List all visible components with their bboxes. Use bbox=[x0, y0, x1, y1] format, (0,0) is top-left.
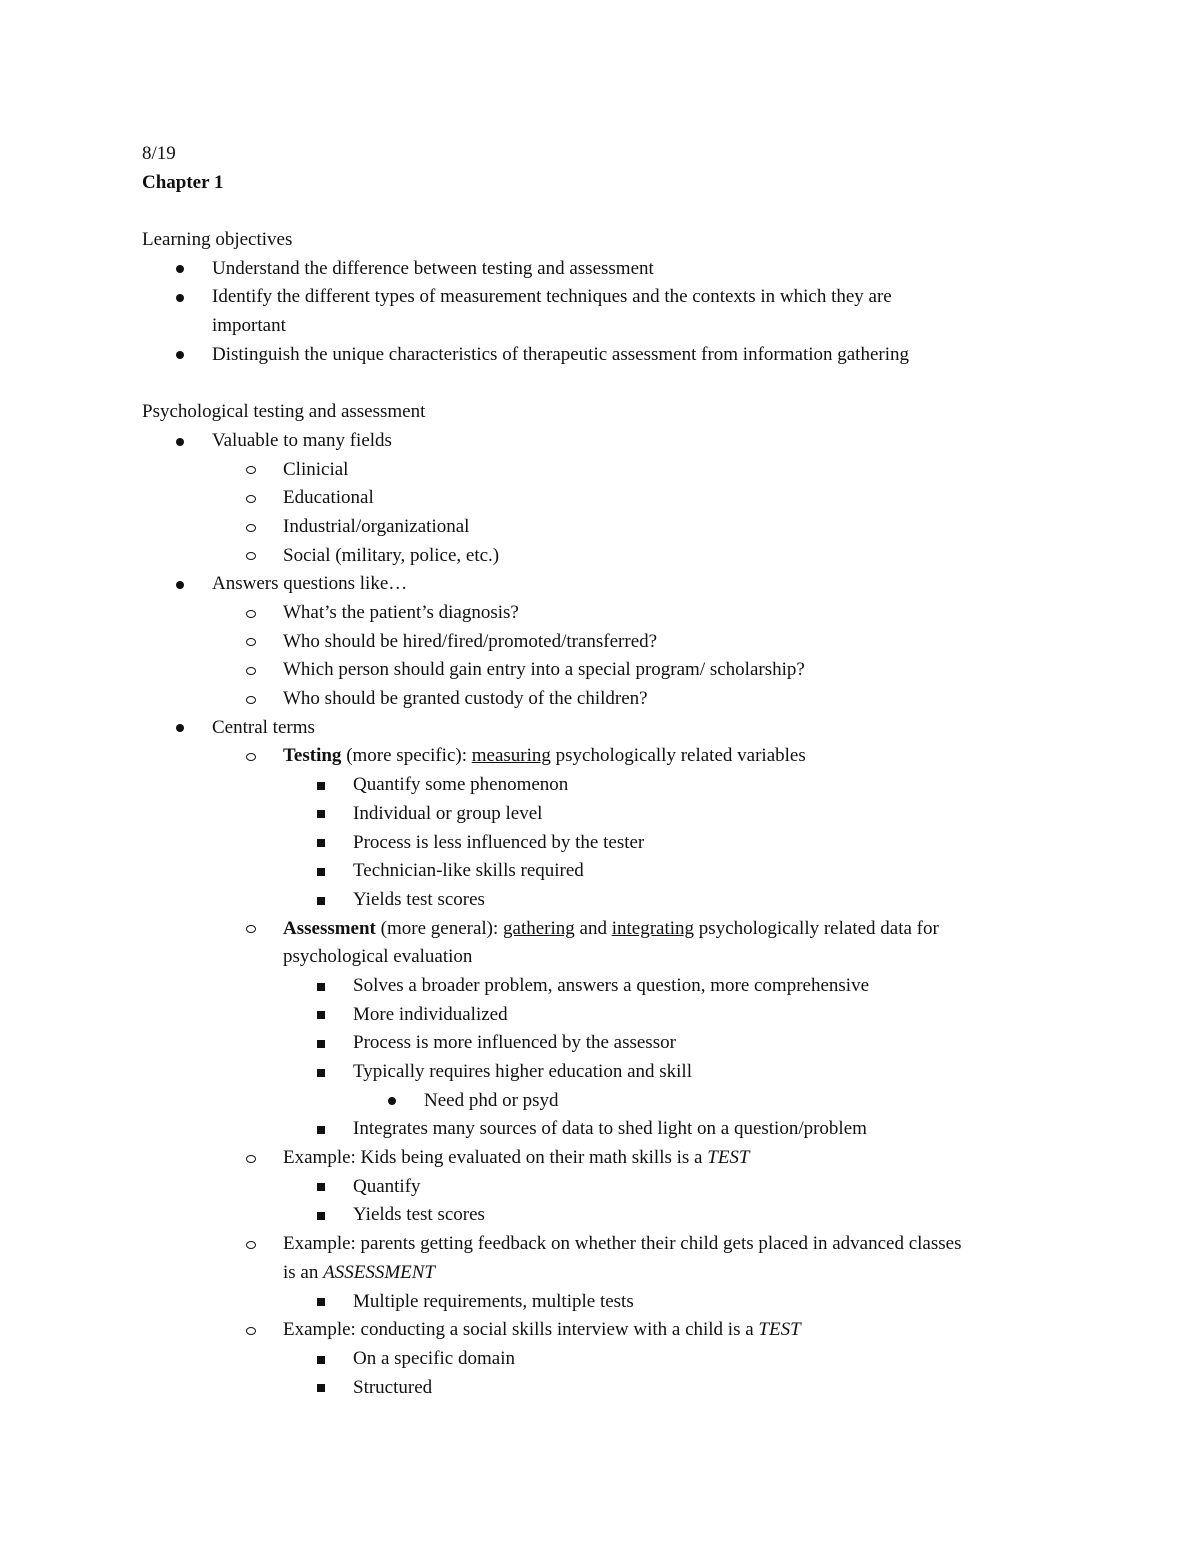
example-item: Example: parents getting feedback on whether their child gets placed in advanced classes bbox=[142, 1230, 1062, 1259]
chapter-title: Chapter 1 bbox=[142, 171, 224, 193]
list-item: Yields test scores bbox=[142, 886, 1062, 915]
assessment-definition: Assessment (more general): gathering and integrating psychologically related data for bbox=[142, 915, 1062, 944]
list-item: Individual or group level bbox=[142, 800, 1062, 829]
list-item: Quantify some phenomenon bbox=[142, 771, 1062, 800]
list-item: Clinicial bbox=[142, 456, 1062, 485]
square-bullet-icon bbox=[313, 1058, 329, 1087]
filled-bullet-icon bbox=[172, 255, 188, 284]
list-item: More individualized bbox=[142, 1001, 1062, 1030]
hollow-bullet-icon bbox=[243, 628, 259, 657]
hollow-bullet-icon bbox=[243, 484, 259, 513]
hollow-bullet-icon bbox=[243, 1316, 259, 1345]
list-item: Valuable to many fields bbox=[142, 427, 1062, 456]
objectives-heading: Learning objectives bbox=[142, 229, 293, 251]
square-bullet-icon bbox=[313, 1001, 329, 1030]
list-item: Answers questions like… bbox=[142, 570, 1062, 599]
filled-bullet-icon bbox=[172, 714, 188, 743]
list-item: Technician-like skills required bbox=[142, 857, 1062, 886]
example-item: Example: conducting a social skills interview with a child is a TEST bbox=[142, 1316, 1062, 1345]
hollow-bullet-icon bbox=[243, 742, 259, 771]
hollow-bullet-icon bbox=[243, 542, 259, 571]
list-item: Need phd or psyd bbox=[142, 1087, 1062, 1116]
list-item: Which person should gain entry into a special program/ scholarship? bbox=[142, 656, 1062, 685]
testing-definition: Testing (more specific): measuring psychologically related variables bbox=[142, 742, 1062, 771]
date: 8/19 bbox=[142, 143, 176, 164]
hollow-bullet-icon bbox=[243, 1144, 259, 1173]
square-bullet-icon bbox=[313, 800, 329, 829]
filled-bullet-icon bbox=[172, 570, 188, 599]
list-item: Understand the difference between testing and assessment bbox=[142, 255, 1062, 284]
date-line bbox=[142, 140, 1062, 169]
list-item-continuation: important bbox=[212, 315, 286, 337]
square-bullet-icon bbox=[313, 1173, 329, 1202]
square-bullet-icon bbox=[313, 886, 329, 915]
list-item: Identify the different types of measurement techniques and the contexts in which they are bbox=[142, 283, 1062, 312]
list-item: Process is less influenced by the tester bbox=[142, 829, 1062, 858]
filled-bullet-icon bbox=[172, 427, 188, 456]
list-item: Social (military, police, etc.) bbox=[142, 542, 1062, 571]
square-bullet-icon bbox=[313, 829, 329, 858]
list-item: Central terms bbox=[142, 714, 1062, 743]
filled-bullet-icon bbox=[384, 1087, 400, 1116]
list-item: Multiple requirements, multiple tests bbox=[142, 1288, 1062, 1317]
filled-bullet-icon bbox=[172, 283, 188, 312]
list-item: Structured bbox=[142, 1374, 1062, 1403]
list-item: Typically requires higher education and skill bbox=[142, 1058, 1062, 1087]
hollow-bullet-icon bbox=[243, 656, 259, 685]
list-item: Industrial/organizational bbox=[142, 513, 1062, 542]
list-item: Process is more influenced by the assessor bbox=[142, 1029, 1062, 1058]
hollow-bullet-icon bbox=[243, 456, 259, 485]
hollow-bullet-icon bbox=[243, 513, 259, 542]
square-bullet-icon bbox=[313, 1374, 329, 1403]
list-item-continuation: is an ASSESSMENT bbox=[283, 1261, 435, 1283]
list-item: Yields test scores bbox=[142, 1201, 1062, 1230]
hollow-bullet-icon bbox=[243, 685, 259, 714]
list-item: Solves a broader problem, answers a question, more comprehensive bbox=[142, 972, 1062, 1001]
square-bullet-icon bbox=[313, 857, 329, 886]
section-heading: Psychological testing and assessment bbox=[142, 401, 426, 423]
hollow-bullet-icon bbox=[243, 915, 259, 944]
square-bullet-icon bbox=[313, 972, 329, 1001]
hollow-bullet-icon bbox=[243, 1230, 259, 1259]
list-item: Who should be granted custody of the children? bbox=[142, 685, 1062, 714]
list-item-continuation: psychological evaluation bbox=[283, 946, 473, 968]
list-item: On a specific domain bbox=[142, 1345, 1062, 1374]
square-bullet-icon bbox=[313, 1115, 329, 1144]
square-bullet-icon bbox=[313, 1029, 329, 1058]
list-item: Educational bbox=[142, 484, 1062, 513]
hollow-bullet-icon bbox=[243, 599, 259, 628]
list-item: Quantify bbox=[142, 1173, 1062, 1202]
square-bullet-icon bbox=[313, 1201, 329, 1230]
square-bullet-icon bbox=[313, 1288, 329, 1317]
list-item: Distinguish the unique characteristics of therapeutic assessment from information gathering bbox=[142, 341, 1062, 370]
square-bullet-icon bbox=[313, 1345, 329, 1374]
square-bullet-icon bbox=[313, 771, 329, 800]
filled-bullet-icon bbox=[172, 341, 188, 370]
list-item: What’s the patient’s diagnosis? bbox=[142, 599, 1062, 628]
notes-body bbox=[142, 140, 1062, 1402]
example-item: Example: Kids being evaluated on their math skills is a TEST bbox=[142, 1144, 1062, 1173]
list-item: Who should be hired/fired/promoted/transferred? bbox=[142, 628, 1062, 657]
list-item: Integrates many sources of data to shed light on a question/problem bbox=[142, 1115, 1062, 1144]
